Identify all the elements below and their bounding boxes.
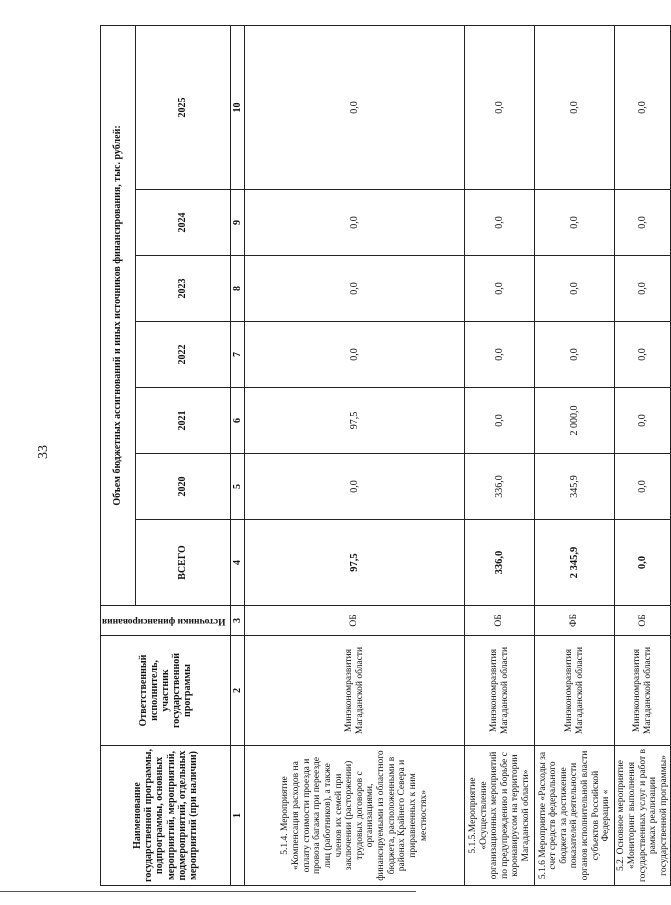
header-source-label: Источники финансирования (102, 615, 226, 626)
col-number: 4 (231, 520, 245, 606)
row-2023: 0,0 (615, 256, 671, 322)
row-2020: 336,0 (465, 454, 535, 520)
row-total: 2 345,9 (535, 520, 615, 606)
row-source: ОБ (245, 606, 465, 636)
row-name: 5.1.6 Мероприятие «Расходы за счет средств федерального бюджета за достижение показателей деятельности органов исполнительной власти субъектов Российской Федерации « (535, 746, 615, 886)
table-row (465, 25, 535, 885)
table-row (535, 25, 615, 885)
col-number: 7 (231, 322, 245, 388)
table-row (245, 25, 465, 885)
header-2025: 2025 (135, 25, 230, 189)
header-total: ВСЕГО (135, 520, 230, 606)
row-source: ОБ (615, 606, 671, 636)
row-2025: 0,0 (615, 25, 671, 189)
column-number-row (231, 25, 245, 885)
financing-table (100, 25, 671, 886)
header-source (101, 606, 231, 636)
bottom-rule (0, 891, 416, 892)
header-2021: 2021 (135, 388, 230, 454)
header-2022: 2022 (135, 322, 230, 388)
col-number: 6 (231, 388, 245, 454)
page-number: 33 (36, 445, 51, 459)
row-2024: 0,0 (245, 190, 465, 256)
row-executor: Минэкономразвития Магаданской области (245, 636, 465, 746)
row-2023: 0,0 (245, 256, 465, 322)
row-2021: 2 000,0 (535, 388, 615, 454)
row-2022: 0,0 (535, 322, 615, 388)
row-2024: 0,0 (465, 190, 535, 256)
col-number: 1 (231, 746, 245, 886)
header-2020: 2020 (135, 454, 230, 520)
row-2020: 0,0 (615, 454, 671, 520)
col-number: 3 (231, 606, 245, 636)
row-2020: 0,0 (245, 454, 465, 520)
header-name: Наименование государственной программы, подпрограммы, основных мероприятий, мероприятий, подмероприятий, отдельных мероприятий (при наличии) (101, 746, 231, 886)
row-name: 5.2. Основное мероприятие «Мониторинг выполнения государственных услуг и работ в рамках реализации государственной программы» (615, 746, 671, 886)
row-2024: 0,0 (615, 190, 671, 256)
col-number: 8 (231, 256, 245, 322)
row-name: 5.1.5.Мероприятие «Осуществление организационных мероприятий по предупреждению и борьбе с коронавирусом на территории Магаданской области» (465, 746, 535, 886)
row-total: 0,0 (615, 520, 671, 606)
table-row (615, 25, 671, 885)
row-2021: 97,5 (245, 388, 465, 454)
row-2022: 0,0 (465, 322, 535, 388)
row-2025: 0,0 (245, 25, 465, 189)
row-source: ОБ (465, 606, 535, 636)
col-number: 5 (231, 454, 245, 520)
row-2023: 0,0 (465, 256, 535, 322)
row-2023: 0,0 (535, 256, 615, 322)
row-2022: 0,0 (245, 322, 465, 388)
row-total: 336,0 (465, 520, 535, 606)
row-2021: 0,0 (615, 388, 671, 454)
header-executor: Ответственный исполнитель, участник государственной программы (101, 636, 231, 746)
row-2025: 0,0 (535, 25, 615, 189)
row-2025: 0,0 (465, 25, 535, 189)
row-source: ФБ (535, 606, 615, 636)
row-2024: 0,0 (535, 190, 615, 256)
header-2023: 2023 (135, 256, 230, 322)
col-number: 2 (231, 636, 245, 746)
row-2021: 0,0 (465, 388, 535, 454)
row-2020: 345,9 (535, 454, 615, 520)
row-executor: Минэкономразвития Магаданской области (615, 636, 671, 746)
row-2022: 0,0 (615, 322, 671, 388)
row-executor: Минэкономразвития Магаданской области (465, 636, 535, 746)
header-2024: 2024 (135, 190, 230, 256)
row-total: 97,5 (245, 520, 465, 606)
row-executor: Минэкономразвития Магаданской области (535, 636, 615, 746)
rotated-table-container (100, 26, 669, 886)
row-name: 5.1.4. Мероприятие «Компенсация расходов на оплату стоимости проезда и провоза багажа при переезде лиц (работников), а также членов их семей при заключении (расторжении) трудовых договоров с организациями, финансируемыми из областного бюджета, расположенными в районах Крайнего Севера и приравненных к ним местностях» (245, 746, 465, 886)
col-number: 9 (231, 190, 245, 256)
header-financing-group: Объем бюджетных ассигнований и иных источников финансирования, тыс. рублей: (101, 25, 136, 605)
col-number: 10 (231, 25, 245, 189)
